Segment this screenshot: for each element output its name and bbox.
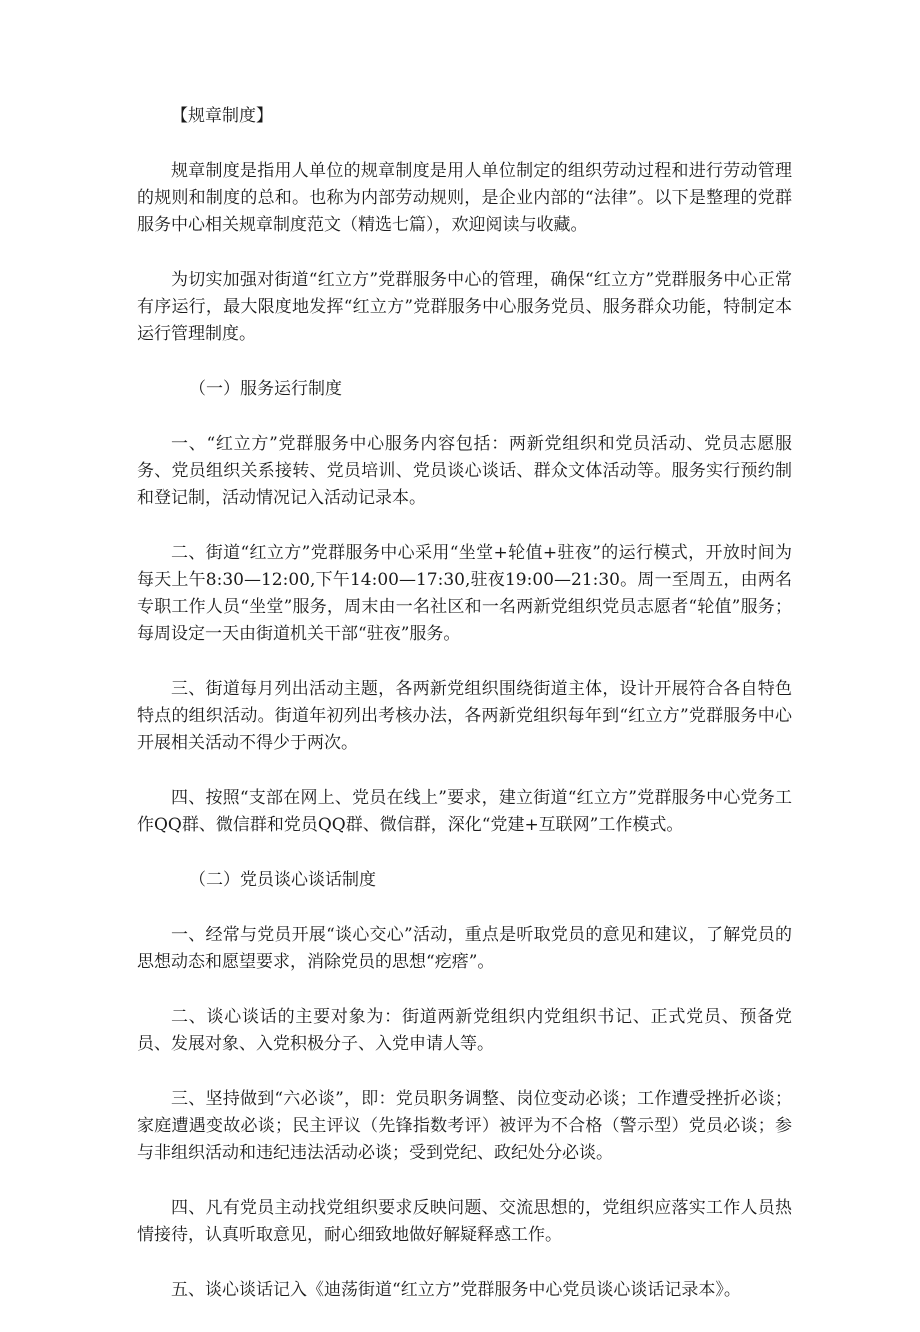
- section-title-talk: （二）党员谈心谈话制度: [189, 870, 376, 890]
- document-body: [137, 103, 792, 1332]
- service-item-1: 一、“红立方”党群服务中心服务内容包括：两新党组织和党员活动、党员志愿服务、党员组织关系接转、党员培训、党员谈心谈话、群众文体活动等。服务实行预约制和登记制，活动情况记入活动记录本。: [137, 434, 792, 508]
- talk-item-2: 二、谈心谈话的主要对象为：街道两新党组织内党组织书记、正式党员、预备党员、发展对象、入党积极分子、入党申请人等。: [137, 1007, 792, 1054]
- purpose-paragraph: 为切实加强对街道“红立方”党群服务中心的管理，确保“红立方”党群服务中心正常有序运行，最大限度地发挥“红立方”党群服务中心服务党员、服务群众功能，特制定本运行管理制度。: [137, 270, 792, 344]
- talk-item-5: 五、谈心谈话记入《迪荡街道“红立方”党群服务中心党员谈心谈话记录本》。: [171, 1280, 741, 1300]
- service-item-3: 三、街道每月列出活动主题，各两新党组织围绕街道主体，设计开展符合各自特色特点的组织活动。街道年初列出考核办法，各两新党组织每年到“红立方”党群服务中心开展相关活动不得少于两次。: [137, 679, 792, 753]
- section-title-service: （一）服务运行制度: [189, 379, 342, 399]
- service-item-4: 四、按照“支部在网上、党员在线上”要求，建立街道“红立方”党群服务中心党务工作QQ群、微信群和党员QQ群、微信群，深化“党建+互联网”工作模式。: [137, 788, 792, 835]
- talk-item-3: 三、坚持做到“六必谈”，即：党员职务调整、岗位变动必谈；工作遭受挫折必谈；家庭遭遇变故必谈；民主评议（先锋指数考评）被评为不合格（警示型）党员必谈；参与非组织活动和违纪违法活动必谈；受到党纪、政纪处分必谈。: [137, 1089, 792, 1163]
- talk-item-1: 一、经常与党员开展“谈心交心”活动，重点是听取党员的意见和建议，了解党员的思想动态和愿望要求，消除党员的思想“疙瘩”。: [137, 925, 792, 972]
- talk-item-4: 四、凡有党员主动找党组织要求反映问题、交流思想的，党组织应落实工作人员热情接待，认真听取意见，耐心细致地做好解疑释惑工作。: [137, 1198, 792, 1245]
- service-item-2: 二、街道“红立方”党群服务中心采用“坐堂+轮值+驻夜”的运行模式，开放时间为每天上午8:30—12:00,下午14:00—17:30,驻夜19:00—21:30。周一至周五，由两名专职工作人员“坐堂”服务，周末由一名社区和一名两新党组织党员志愿者“轮值”服务；每周设定一天由街道机关干部“驻夜”服务。: [137, 543, 792, 644]
- intro-paragraph: 规章制度是指用人单位的规章制度是用人单位制定的组织劳动过程和进行劳动管理的规则和制度的总和。也称为内部劳动规则，是企业内部的“法律”。以下是整理的党群服务中心相关规章制度范文（精选七篇），欢迎阅读与收藏。: [137, 161, 792, 235]
- document-heading: 【规章制度】: [171, 106, 273, 126]
